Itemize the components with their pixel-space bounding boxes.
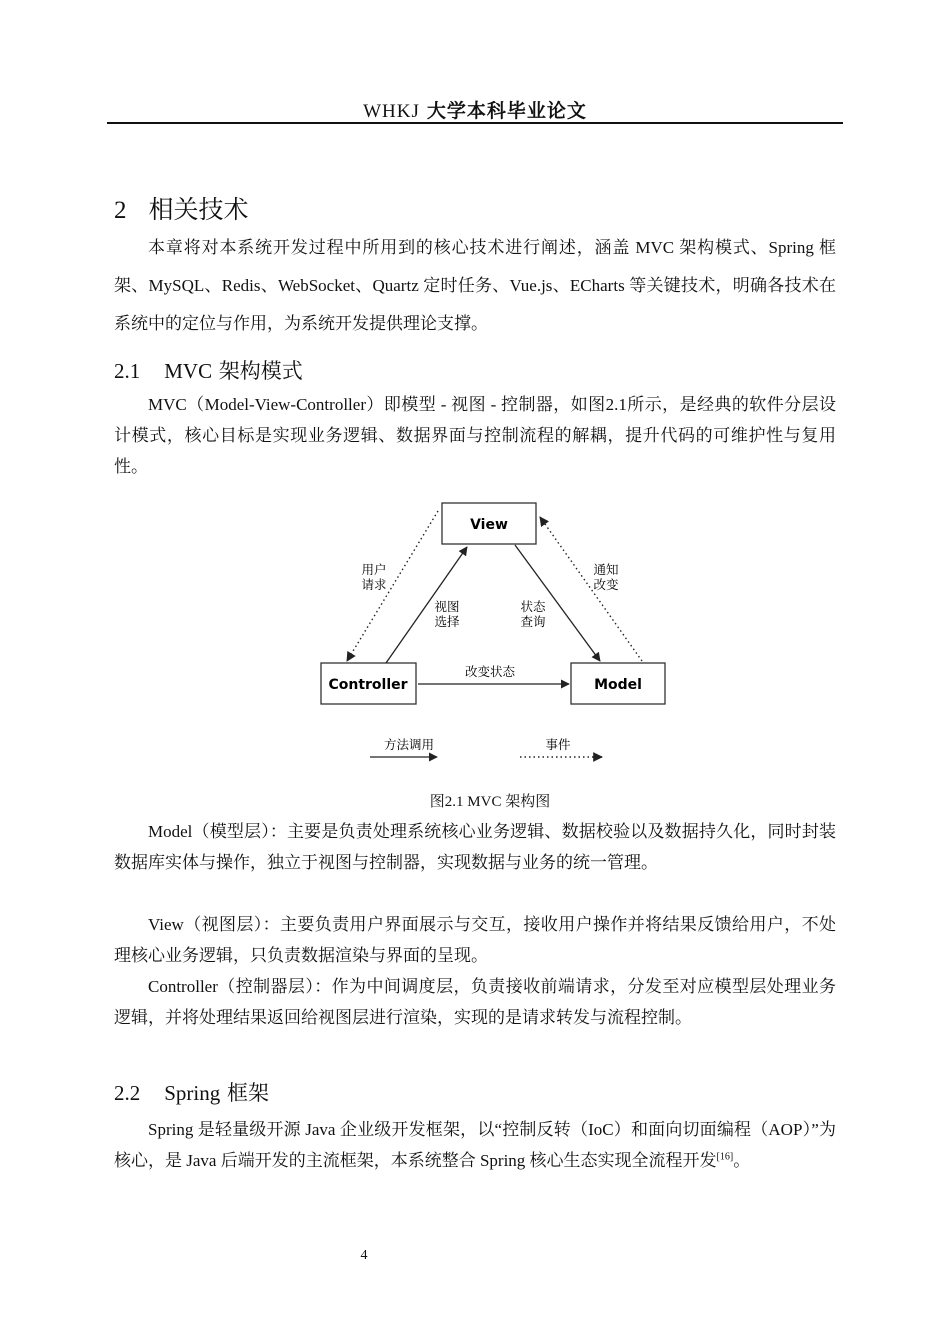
chapter-number: 2 bbox=[114, 197, 127, 224]
section-2-1-heading bbox=[114, 355, 303, 385]
intro-paragraph: 本章将对本系统开发过程中所用到的核心技术进行阐述，涵盖 MVC 架构模式、Spring 框架、MySQL、Redis、WebSocket、Quartz 定时任务、Vue.js、ECharts 等关键技术，明确各技术在系统中的定位与作用，为系统开发提供理论支撑。 bbox=[114, 238, 836, 333]
state-query-label-line1: 状态 bbox=[520, 599, 546, 614]
section-2-1-paragraph: MVC（Model-View-Controller）即模型 - 视图 - 控制器，如图2.1所示，是经典的软件分层设计模式，核心目标是实现业务逻辑、数据界面与控制流程的解耦，提升代码的可维护性与复用性。 bbox=[114, 395, 836, 476]
legend-method-call-label: 方法调用 bbox=[383, 737, 435, 752]
view-select-label-line2: 选择 bbox=[434, 614, 460, 629]
model-node-label: Model bbox=[594, 677, 642, 693]
model-to-view-event-arrow bbox=[540, 517, 642, 661]
state-query-label-line2: 查询 bbox=[520, 614, 546, 629]
controller-layer-description: Controller（控制器层）：作为中间调度层，负责接收前端请求，分发至对应模型层处理业务逻辑，并将处理结果返回给视图层进行渲染，实现的是请求转发与流程控制。 bbox=[114, 977, 836, 1027]
section-2-2-text: Spring 是轻量级开源 Java 企业级开发框架，以“控制反转（IoC）和面向切面编程（AOP）”为核心，是 Java 后端开发的主流框架，本系统整合 Spring 核心生态实现全流程开发 bbox=[114, 1120, 836, 1170]
notify-change-label-line2: 改变 bbox=[593, 577, 619, 592]
view-node-label: View bbox=[470, 517, 508, 533]
legend-event-label: 事件 bbox=[545, 737, 571, 752]
header-rule bbox=[107, 122, 843, 124]
citation-marker[interactable]: [16] bbox=[716, 1151, 734, 1163]
section-2-2-ending: 。 bbox=[733, 1151, 751, 1170]
section-2-2-title-cn: 框架 bbox=[226, 1081, 269, 1105]
section-2-2-title-en: Spring bbox=[164, 1081, 221, 1105]
section-2-1-title-en: MVC bbox=[164, 359, 213, 383]
notify-change-label-line1: 通知 bbox=[593, 562, 619, 577]
section-2-1-title-cn: 架构模式 bbox=[218, 359, 303, 383]
view-select-label-line1: 视图 bbox=[434, 599, 460, 614]
section-2-2-paragraph bbox=[114, 1114, 836, 1176]
section-2-2-number: 2.2 bbox=[114, 1081, 141, 1105]
header-school-code: WHKJ bbox=[363, 101, 420, 122]
chapter-title: 相关技术 bbox=[148, 195, 249, 224]
section-2-1-number: 2.1 bbox=[114, 359, 141, 383]
header-title: 大学本科毕业论文 bbox=[426, 100, 587, 122]
user-request-label-line1: 用户 bbox=[361, 562, 387, 577]
page-number: 4 bbox=[360, 1248, 368, 1263]
section-2-2-heading bbox=[114, 1077, 269, 1107]
view-layer-description: View（视图层）：主要负责用户界面展示与交互，接收用户操作并将结果反馈给用户，不处理核心业务逻辑，只负责数据渲染与界面的呈现。 bbox=[114, 915, 836, 965]
user-request-label-line2: 请求 bbox=[361, 577, 387, 592]
mvc-diagram bbox=[300, 496, 680, 771]
chapter-heading bbox=[114, 190, 249, 226]
figure-caption: 图2.1 MVC 架构图 bbox=[429, 794, 551, 810]
controller-node-label: Controller bbox=[328, 677, 408, 693]
change-state-label: 改变状态 bbox=[464, 664, 516, 679]
mvc-figure bbox=[300, 496, 680, 771]
model-layer-description: Model（模型层）：主要是负责处理系统核心业务逻辑、数据校验以及数据持久化，同时封装数据库实体与操作，独立于视图与控制器，实现数据与业务的统一管理。 bbox=[114, 822, 836, 872]
running-header bbox=[107, 96, 843, 123]
